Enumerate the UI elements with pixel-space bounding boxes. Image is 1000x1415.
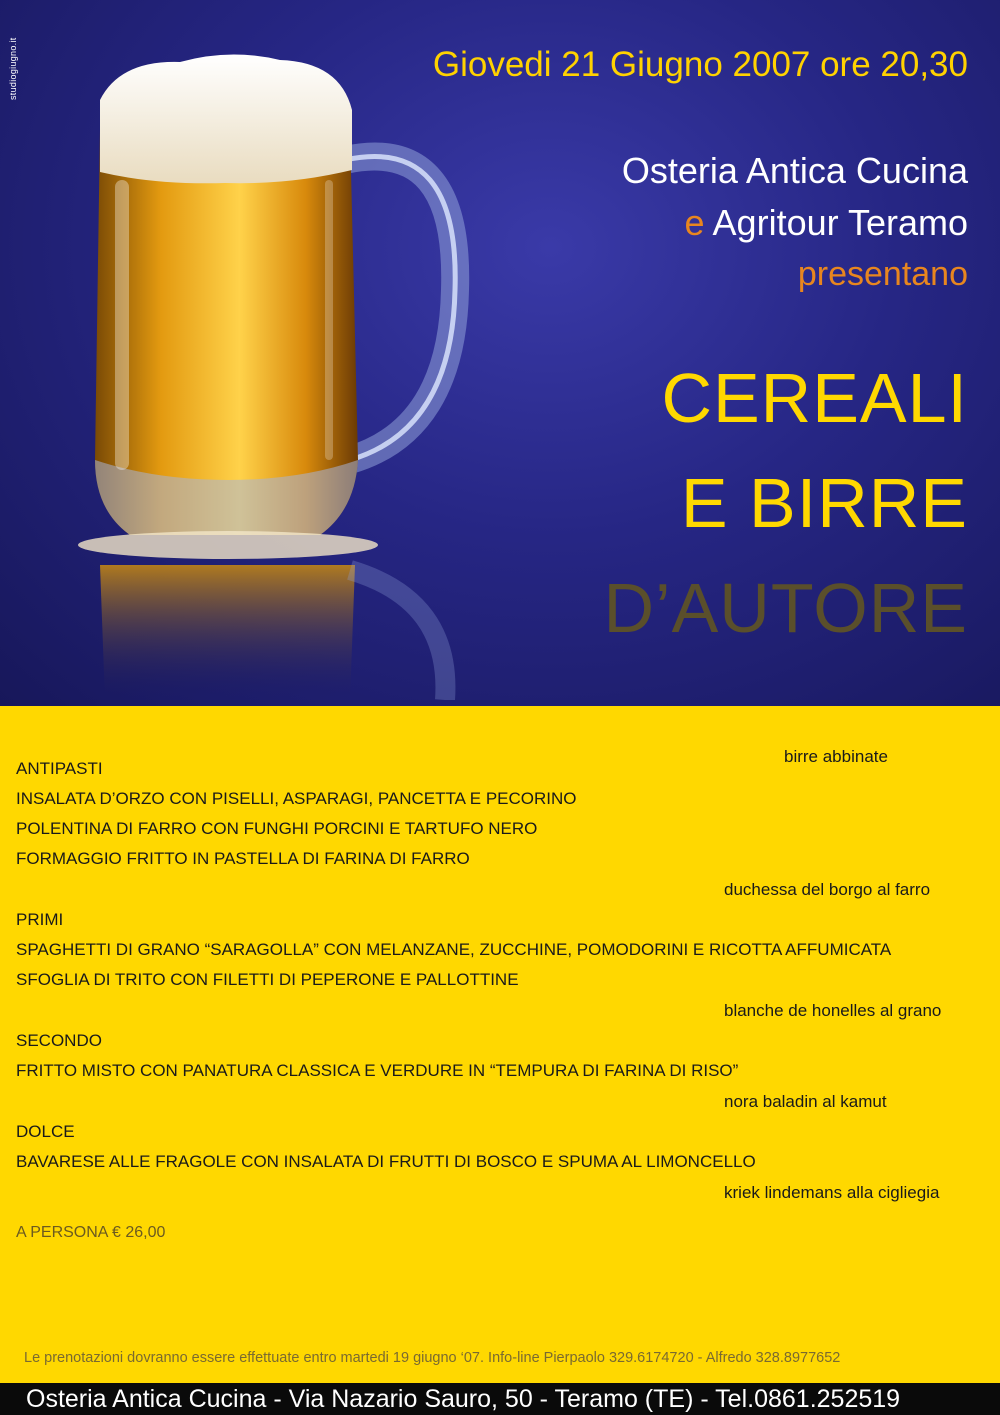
presentano-label: presentano — [797, 255, 968, 293]
footer-bar — [0, 1383, 1000, 1415]
organizer-name: Osteria Antica Cucina — [621, 150, 968, 191]
course-heading: PRIMI — [16, 910, 64, 929]
beer-pairing: duchessa del borgo al farro — [724, 880, 931, 899]
dish-item: SPAGHETTI DI GRANO “SARAGOLLA” CON MELANZANE, ZUCCHINE, POMODORINI E RICOTTA AFFUMICATA — [16, 940, 892, 959]
beer-pairing: nora baladin al kamut — [724, 1092, 887, 1111]
title-line-1: CEREALI — [661, 359, 968, 437]
hero-section — [0, 0, 1000, 706]
dish-item: BAVARESE ALLE FRAGOLE CON INSALATA DI FRUTTI DI BOSCO E SPUMA AL LIMONCELLO — [16, 1152, 756, 1171]
course-heading: ANTIPASTI — [16, 759, 103, 778]
beer-pairing: blanche de honelles al grano — [724, 1001, 942, 1020]
title-line-2: E BIRRE — [680, 464, 968, 542]
reservation-note: Le prenotazioni dovranno essere effettuate entro martedi 19 giugno ‘07. Info-line Pierpaolo 329.6174720 - Alfredo 328.8977652 — [24, 1350, 841, 1366]
beer-pairing-header: birre abbinate — [784, 747, 888, 766]
dish-item: INSALATA D’ORZO CON PISELLI, ASPARAGI, PANCETTA E PECORINO — [16, 789, 577, 808]
course-heading: DOLCE — [16, 1122, 75, 1141]
dish-item: POLENTINA DI FARRO CON FUNGHI PORCINI E TARTUFO NERO — [16, 819, 538, 838]
co-organizer-line — [685, 202, 969, 244]
footer-address: Osteria Antica Cucina - Via Nazario Sauro, 50 - Teramo (TE) - Tel.0861.252519 — [26, 1385, 901, 1413]
dish-item: FRITTO MISTO CON PANATURA CLASSICA E VERDURE IN “TEMPURA DI FARINA DI RISO” — [16, 1061, 739, 1080]
course-heading: SECONDO — [16, 1031, 102, 1050]
studio-credit: studiogiugno.it — [8, 37, 18, 100]
dish-item: FORMAGGIO FRITTO IN PASTELLA DI FARINA DI FARRO — [16, 849, 470, 868]
event-date: Giovedi 21 Giugno 2007 ore 20,30 — [432, 45, 968, 84]
dish-item: SFOGLIA DI TRITO CON FILETTI DI PEPERONE E PALLOTTINE — [16, 970, 519, 989]
price-per-person: A PERSONA € 26,00 — [16, 1224, 166, 1241]
title-line-3: D’AUTORE — [603, 569, 968, 647]
conjunction: e — [684, 202, 705, 243]
beer-mug-image — [60, 40, 500, 700]
co-organizer-name: Agritour Teramo — [712, 202, 968, 243]
beer-pairing: kriek lindemans alla cigliegia — [724, 1183, 940, 1202]
